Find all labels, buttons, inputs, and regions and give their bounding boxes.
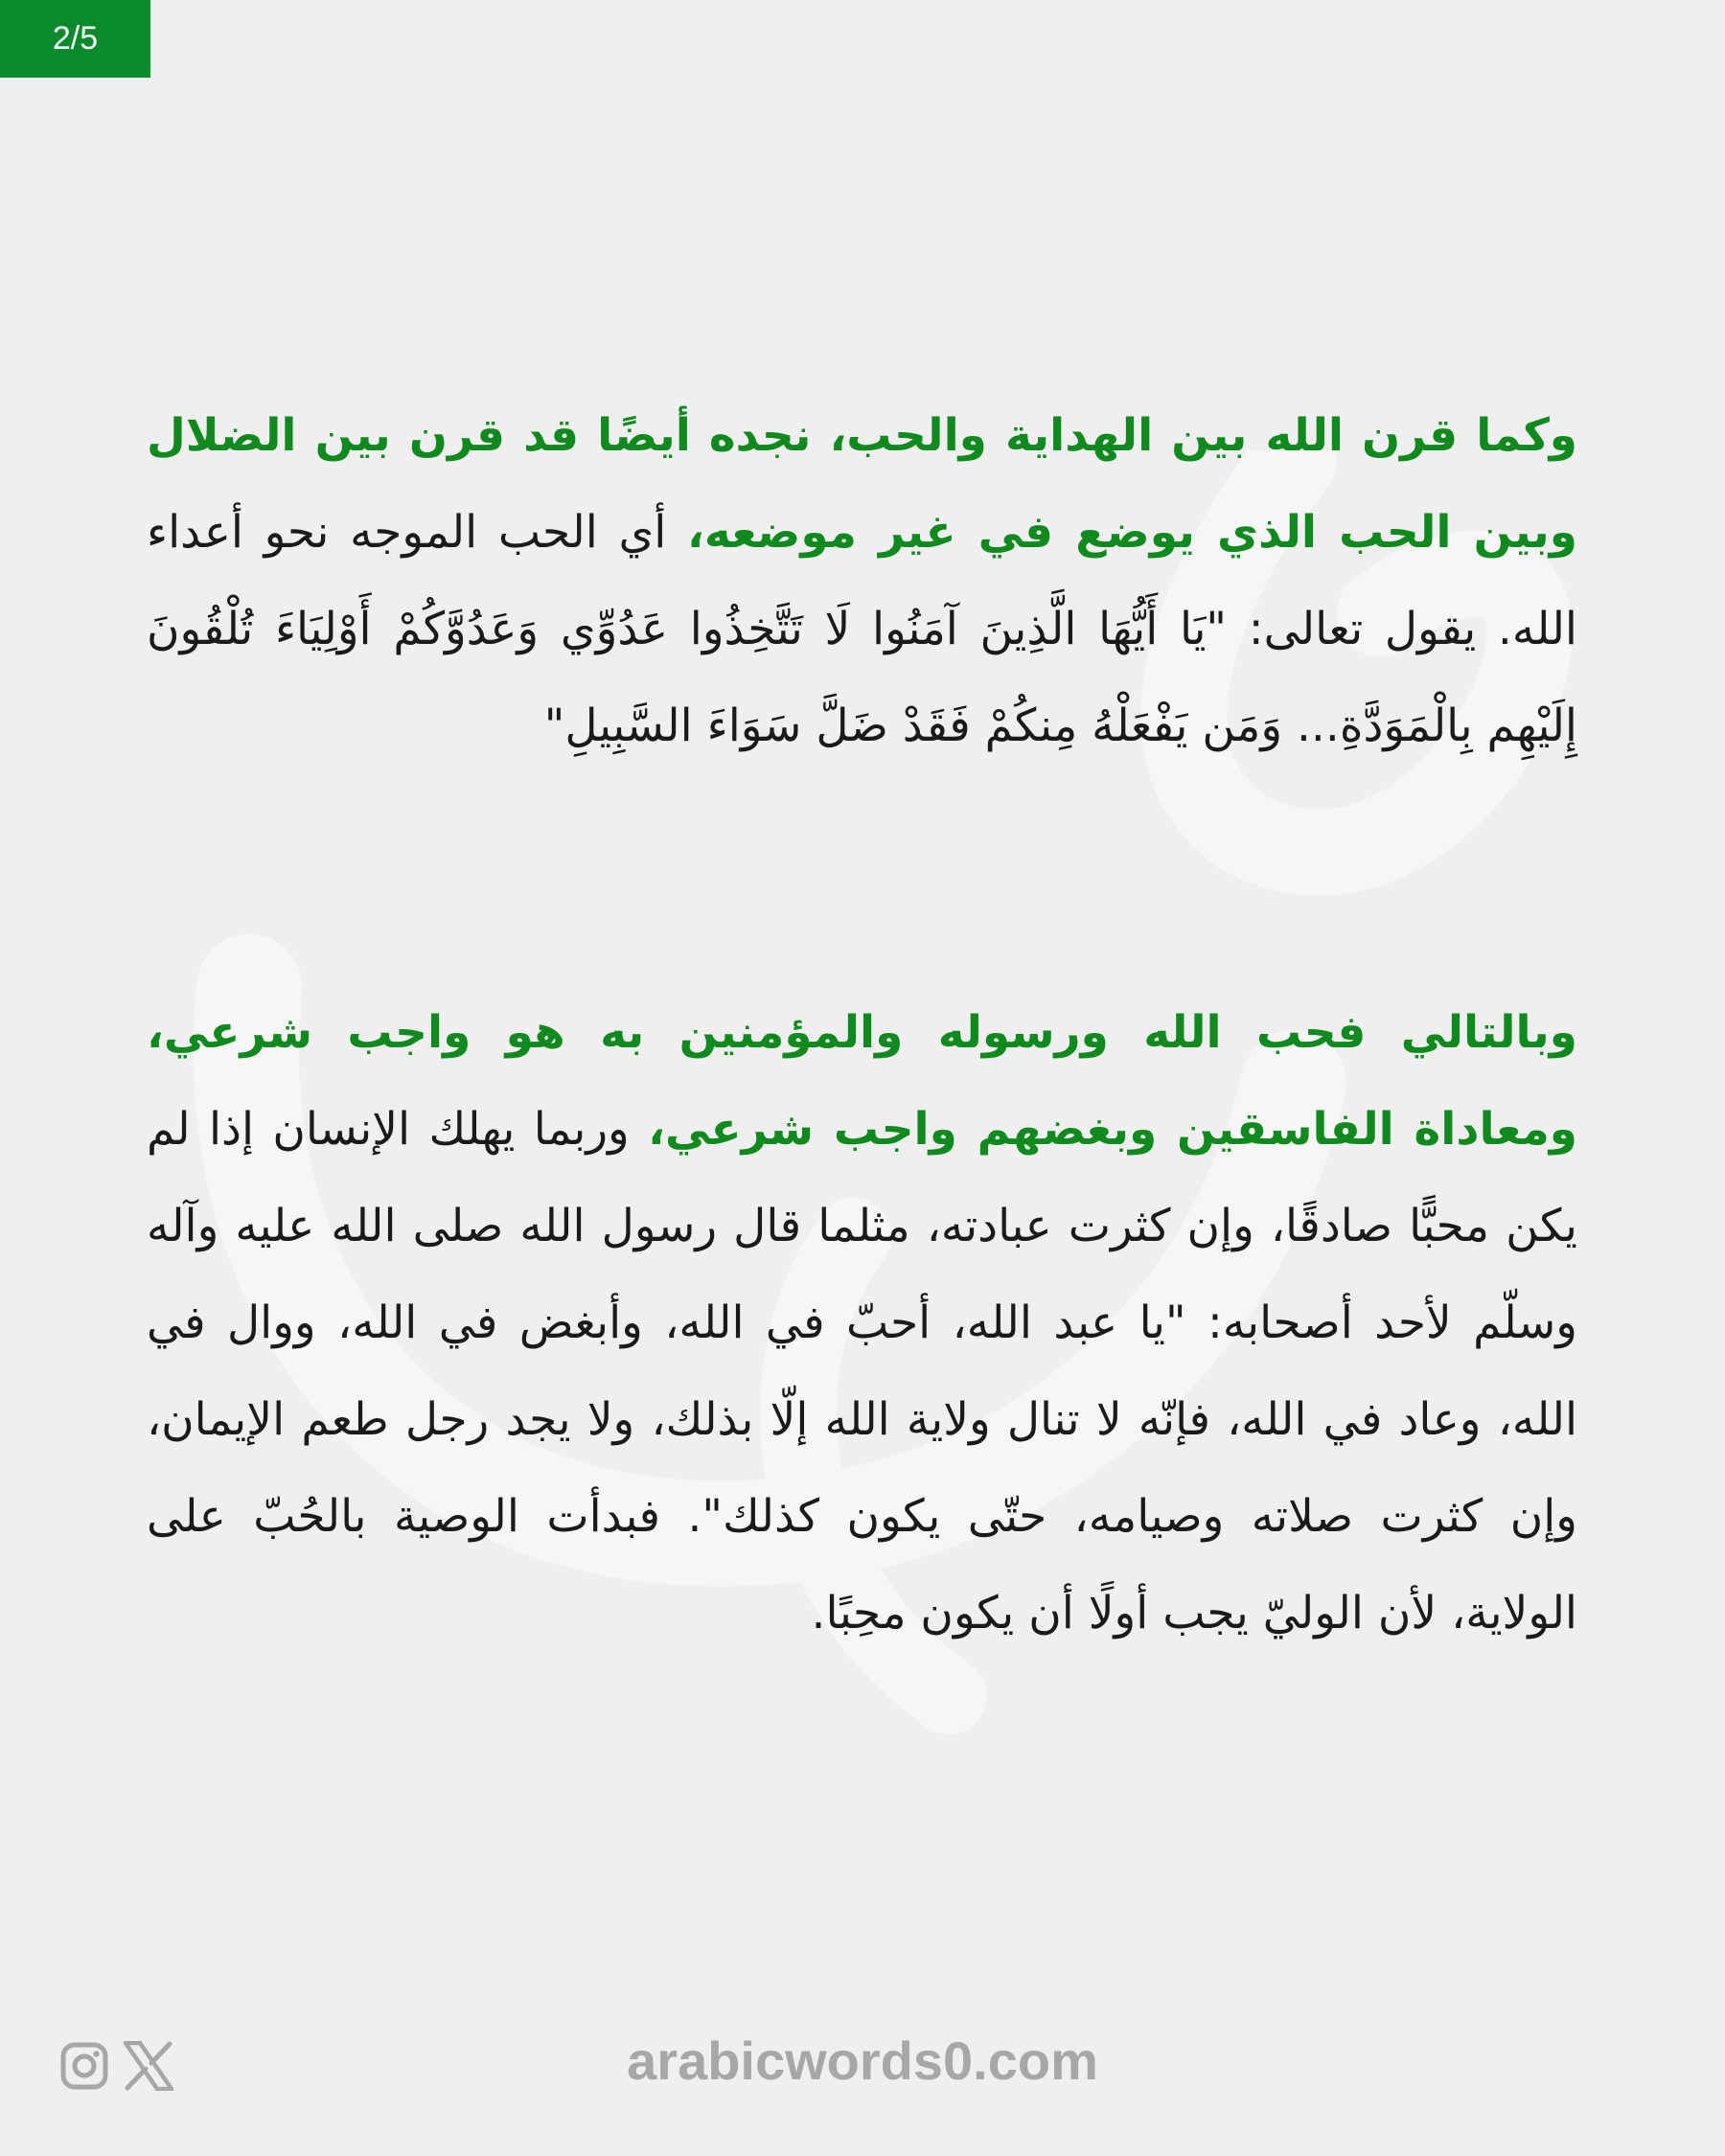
paragraph-1 [147, 387, 1577, 774]
footer [0, 2012, 1725, 2108]
website-link[interactable]: arabicwords0.com [627, 2030, 1098, 2091]
paragraph-2-highlight: وبالتالي فحب الله ورسوله والمؤمنين به هو واجب شرعي، ومعاداة الفاسقين وبغضهم واجب شرعي، [147, 1006, 1578, 1156]
paragraph-1-body: أي الحب الموجه نحو أعداء الله. يقول تعالى: "يَا أَيُّهَا الَّذِينَ آمَنُوا لَا تَتَّخِذُوا عَدُوِّي وَعَدُوَّكُمْ أَوْلِيَاءَ تُلْقُونَ إِلَيْهِم بِالْمَوَدَّةِ... وَمَن يَفْعَلْهُ مِنكُمْ فَقَدْ ضَلَّ سَوَاءَ السَّبِيلِ" [147, 506, 1577, 752]
page-indicator-badge: 2/5 [0, 0, 150, 78]
paragraph-2-body: وربما يهلك الإنسان إذا لم يكن محبًّا صادقًا، وإن كثرت عبادته، مثلما قال رسول الله صلى الله عليه وآله وسلّم لأحد أصحابه: "يا عبد الله، أحبّ في الله، وأبغض في الله، ووال في الله، وعاد في الله، فإنّه لا تنال ولاية الله إلّا بذلك، ولا يجد رجل طعم الإيمان، وإن كثرت صلاته وصيامه، حتّى يكون كذلك". فبدأت الوصية بالحُبّ على الولاية، لأن الوليّ يجب أولًا أن يكون محِبًا. [147, 1103, 1577, 1640]
paragraph-2 [147, 984, 1577, 1662]
paragraph-1-highlight: وكما قرن الله بين الهداية والحب، نجده أيضًا قد قرن بين الضلال وبين الحب الذي يوضع في غير موضعه، [147, 409, 1577, 559]
